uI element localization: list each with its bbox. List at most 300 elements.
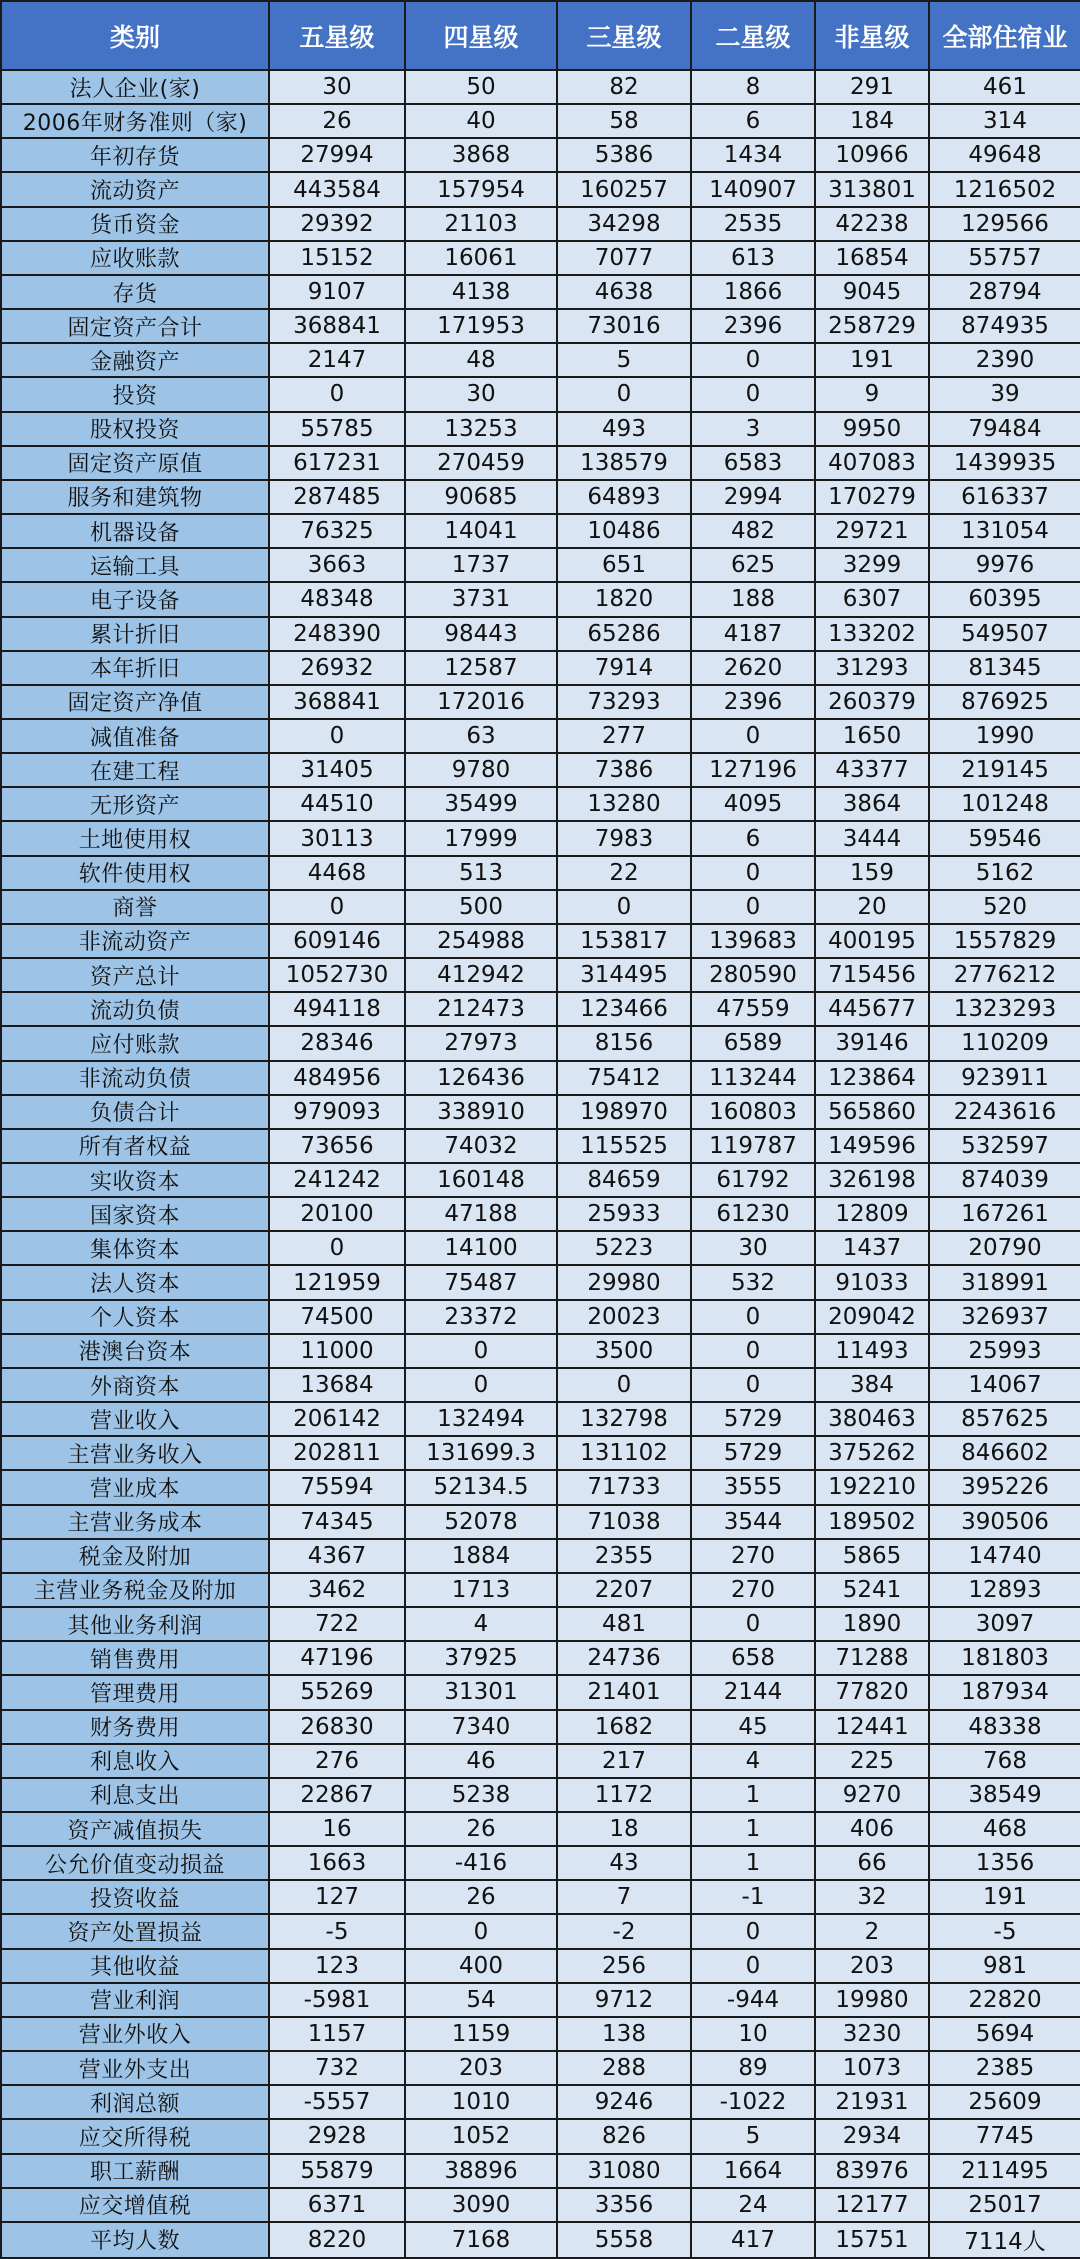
all-lodging-cell: 5162 [929,856,1080,890]
four-star-cell: 203 [405,2051,557,2085]
three-star-cell: 0 [557,1368,691,1402]
four-star-cell: 52134.5 [405,1470,557,1504]
three-star-cell: 71038 [557,1505,691,1539]
all-lodging-cell: 520 [929,890,1080,924]
table-row [1,1334,1080,1368]
three-star-cell: 132798 [557,1402,691,1436]
category-cell: 应收账款 [1,241,269,275]
all-lodging-cell: 14740 [929,1539,1080,1573]
non-star-cell: 3230 [815,2017,929,2051]
table-row [1,480,1080,514]
all-lodging-cell: 211495 [929,2154,1080,2188]
five-star-cell: 26932 [269,651,405,685]
five-star-cell: 368841 [269,685,405,719]
non-star-cell: 380463 [815,1402,929,1436]
non-star-cell: 6307 [815,582,929,616]
three-star-cell: 22 [557,856,691,890]
three-star-cell: 138579 [557,446,691,480]
five-star-cell: -5557 [269,2085,405,2119]
non-star-cell: 133202 [815,617,929,651]
header-non-star: 非星级 [815,1,929,70]
non-star-cell: 10966 [815,138,929,172]
three-star-cell: 43 [557,1846,691,1880]
four-star-cell: 23372 [405,1300,557,1334]
four-star-cell: 7340 [405,1710,557,1744]
five-star-cell: 55269 [269,1675,405,1709]
table-row [1,1949,1080,1983]
three-star-cell: 1172 [557,1778,691,1812]
four-star-cell: 412942 [405,958,557,992]
table-row [1,1846,1080,1880]
three-star-cell: 65286 [557,617,691,651]
four-star-cell: 38896 [405,2154,557,2188]
five-star-cell: 55879 [269,2154,405,2188]
three-star-cell: 4638 [557,275,691,309]
category-cell: 投资 [1,377,269,411]
all-lodging-cell: 390506 [929,1505,1080,1539]
four-star-cell: 254988 [405,924,557,958]
table-row [1,1744,1080,1778]
non-star-cell: 159 [815,856,929,890]
four-star-cell: 0 [405,1914,557,1948]
three-star-cell: 10486 [557,514,691,548]
all-lodging-cell: 846602 [929,1436,1080,1470]
four-star-cell: 46 [405,1744,557,1778]
category-cell: 港澳台资本 [1,1334,269,1368]
three-star-cell: 160257 [557,172,691,206]
five-star-cell: 29392 [269,207,405,241]
non-star-cell: 5241 [815,1573,929,1607]
category-cell: 货币资金 [1,207,269,241]
non-star-cell: 12177 [815,2188,929,2222]
four-star-cell: 5238 [405,1778,557,1812]
all-lodging-cell: 1216502 [929,172,1080,206]
non-star-cell: 209042 [815,1300,929,1334]
table-row [1,1265,1080,1299]
four-star-cell: 37925 [405,1641,557,1675]
three-star-cell: 481 [557,1607,691,1641]
five-star-cell: 732 [269,2051,405,2085]
table-row [1,207,1080,241]
three-star-cell: 826 [557,2119,691,2153]
table-row [1,821,1080,855]
table-row [1,856,1080,890]
all-lodging-cell: 59546 [929,821,1080,855]
two-star-cell: 532 [691,1265,815,1299]
table-row [1,1026,1080,1060]
category-cell: 无形资产 [1,787,269,821]
category-cell: 职工薪酬 [1,2154,269,2188]
non-star-cell: 19980 [815,1983,929,2017]
two-star-cell: 47559 [691,992,815,1026]
five-star-cell: 206142 [269,1402,405,1436]
non-star-cell: 375262 [815,1436,929,1470]
five-star-cell: 73656 [269,1129,405,1163]
table-row [1,172,1080,206]
four-star-cell: 54 [405,1983,557,2017]
table-row [1,651,1080,685]
all-lodging-cell: 923911 [929,1061,1080,1095]
five-star-cell: 722 [269,1607,405,1641]
two-star-cell: -1 [691,1880,815,1914]
all-lodging-cell: 1323293 [929,992,1080,1026]
two-star-cell: 3544 [691,1505,815,1539]
five-star-cell: 28346 [269,1026,405,1060]
header-category: 类别 [1,1,269,70]
all-lodging-cell: -5 [929,1914,1080,1948]
non-star-cell: 3864 [815,787,929,821]
two-star-cell: 0 [691,856,815,890]
table-row [1,1675,1080,1709]
all-lodging-cell: 616337 [929,480,1080,514]
five-star-cell: 4468 [269,856,405,890]
three-star-cell: 2355 [557,1539,691,1573]
all-lodging-cell: 314 [929,104,1080,138]
non-star-cell: 5865 [815,1539,929,1573]
all-lodging-cell: 219145 [929,753,1080,787]
four-star-cell: 9780 [405,753,557,787]
two-star-cell: 1866 [691,275,815,309]
non-star-cell: 71288 [815,1641,929,1675]
two-star-cell: 2994 [691,480,815,514]
table-body [1,70,1080,2258]
non-star-cell: 170279 [815,480,929,514]
five-star-cell: 484956 [269,1061,405,1095]
all-lodging-cell: 55757 [929,241,1080,275]
table-row [1,992,1080,1026]
three-star-cell: 73016 [557,309,691,343]
non-star-cell: 258729 [815,309,929,343]
two-star-cell: 270 [691,1573,815,1607]
category-cell: 营业成本 [1,1470,269,1504]
two-star-cell: 0 [691,1949,815,1983]
table-row [1,1914,1080,1948]
four-star-cell: 16061 [405,241,557,275]
table-row [1,1368,1080,1402]
all-lodging-cell: 7114人 [929,2222,1080,2258]
four-star-cell: 14041 [405,514,557,548]
four-star-cell: 4 [405,1607,557,1641]
two-star-cell: -944 [691,1983,815,2017]
two-star-cell: 0 [691,1368,815,1402]
two-star-cell: 2396 [691,685,815,719]
table-row [1,958,1080,992]
two-star-cell: 6 [691,104,815,138]
category-cell: 投资收益 [1,1880,269,1914]
category-cell: 法人资本 [1,1265,269,1299]
category-cell: 财务费用 [1,1710,269,1744]
three-star-cell: 24736 [557,1641,691,1675]
three-star-cell: 7983 [557,821,691,855]
five-star-cell: 123 [269,1949,405,1983]
category-cell: 固定资产合计 [1,309,269,343]
table-row [1,138,1080,172]
three-star-cell: 71733 [557,1470,691,1504]
two-star-cell: 1 [691,1778,815,1812]
non-star-cell: 291 [815,70,929,104]
four-star-cell: 50 [405,70,557,104]
all-lodging-cell: 7745 [929,2119,1080,2153]
five-star-cell: 494118 [269,992,405,1026]
all-lodging-cell: 874039 [929,1163,1080,1197]
two-star-cell: 0 [691,719,815,753]
non-star-cell: 203 [815,1949,929,1983]
three-star-cell: 256 [557,1949,691,1983]
non-star-cell: 32 [815,1880,929,1914]
non-star-cell: 1437 [815,1231,929,1265]
all-lodging-cell: 181803 [929,1641,1080,1675]
three-star-cell: 25933 [557,1197,691,1231]
non-star-cell: 16854 [815,241,929,275]
two-star-cell: 6 [691,821,815,855]
all-lodging-cell: 461 [929,70,1080,104]
non-star-cell: 445677 [815,992,929,1026]
four-star-cell: 338910 [405,1095,557,1129]
table-row [1,446,1080,480]
four-star-cell: 13253 [405,412,557,446]
two-star-cell: 8 [691,70,815,104]
category-cell: 主营业务收入 [1,1436,269,1470]
five-star-cell: 74500 [269,1300,405,1334]
three-star-cell: 21401 [557,1675,691,1709]
five-star-cell: 0 [269,1231,405,1265]
five-star-cell: 127 [269,1880,405,1914]
five-star-cell: 287485 [269,480,405,514]
five-star-cell: 6371 [269,2188,405,2222]
three-star-cell: 1682 [557,1710,691,1744]
category-cell: 税金及附加 [1,1539,269,1573]
three-star-cell: 493 [557,412,691,446]
table-row [1,343,1080,377]
two-star-cell: 5729 [691,1402,815,1436]
four-star-cell: 1884 [405,1539,557,1573]
all-lodging-cell: 2776212 [929,958,1080,992]
all-lodging-cell: 38549 [929,1778,1080,1812]
non-star-cell: 407083 [815,446,929,480]
five-star-cell: 3663 [269,548,405,582]
all-lodging-cell: 14067 [929,1368,1080,1402]
table-row [1,1300,1080,1334]
non-star-cell: 39146 [815,1026,929,1060]
category-cell: 金融资产 [1,343,269,377]
five-star-cell: 241242 [269,1163,405,1197]
three-star-cell: 5 [557,343,691,377]
non-star-cell: 20 [815,890,929,924]
table-row [1,719,1080,753]
all-lodging-cell: 22820 [929,1983,1080,2017]
non-star-cell: 9270 [815,1778,929,1812]
table-row [1,2085,1080,2119]
three-star-cell: 7386 [557,753,691,787]
two-star-cell: 5729 [691,1436,815,1470]
four-star-cell: 4138 [405,275,557,309]
two-star-cell: 4 [691,1744,815,1778]
four-star-cell: 52078 [405,1505,557,1539]
table-row [1,1539,1080,1573]
category-cell: 非流动资产 [1,924,269,958]
all-lodging-cell: 857625 [929,1402,1080,1436]
two-star-cell: 2396 [691,309,815,343]
all-lodging-cell: 9976 [929,548,1080,582]
four-star-cell: 132494 [405,1402,557,1436]
three-star-cell: 277 [557,719,691,753]
all-lodging-cell: 20790 [929,1231,1080,1265]
table-row [1,617,1080,651]
five-star-cell: 276 [269,1744,405,1778]
non-star-cell: 91033 [815,1265,929,1299]
five-star-cell: -5981 [269,1983,405,2017]
table-row [1,685,1080,719]
all-lodging-cell: 1557829 [929,924,1080,958]
four-star-cell: 17999 [405,821,557,855]
table-row [1,2222,1080,2258]
four-star-cell: 26 [405,1812,557,1846]
four-star-cell: 21103 [405,207,557,241]
five-star-cell: 443584 [269,172,405,206]
table-row [1,412,1080,446]
non-star-cell: 326198 [815,1163,929,1197]
five-star-cell: 31405 [269,753,405,787]
table-row [1,309,1080,343]
two-star-cell: 4187 [691,617,815,651]
header-all-lodging: 全部住宿业 [929,1,1080,70]
category-cell: 公允价值变动损益 [1,1846,269,1880]
non-star-cell: 3444 [815,821,929,855]
non-star-cell: 12809 [815,1197,929,1231]
two-star-cell: 658 [691,1641,815,1675]
category-cell: 营业外支出 [1,2051,269,2085]
four-star-cell: 75487 [405,1265,557,1299]
category-cell: 应交所得税 [1,2119,269,2153]
three-star-cell: 20023 [557,1300,691,1334]
three-star-cell: 9712 [557,1983,691,2017]
two-star-cell: 5 [691,2119,815,2153]
two-star-cell: 30 [691,1231,815,1265]
table-row [1,1470,1080,1504]
table-row [1,241,1080,275]
two-star-cell: 127196 [691,753,815,787]
two-star-cell: 482 [691,514,815,548]
category-cell: 年初存货 [1,138,269,172]
four-star-cell: 160148 [405,1163,557,1197]
two-star-cell: 1434 [691,138,815,172]
category-cell: 利息支出 [1,1778,269,1812]
table-row [1,104,1080,138]
header-row [1,1,1080,70]
table-row [1,1778,1080,1812]
all-lodging-cell: 79484 [929,412,1080,446]
five-star-cell: 1663 [269,1846,405,1880]
two-star-cell: 0 [691,1300,815,1334]
three-star-cell: 217 [557,1744,691,1778]
three-star-cell: 73293 [557,685,691,719]
table-row [1,2051,1080,2085]
non-star-cell: 3299 [815,548,929,582]
five-star-cell: 75594 [269,1470,405,1504]
category-cell: 资产总计 [1,958,269,992]
category-cell: 股权投资 [1,412,269,446]
five-star-cell: 4367 [269,1539,405,1573]
all-lodging-cell: 395226 [929,1470,1080,1504]
header-five-star: 五星级 [269,1,405,70]
category-cell: 利息收入 [1,1744,269,1778]
two-star-cell: 6583 [691,446,815,480]
five-star-cell: 368841 [269,309,405,343]
all-lodging-cell: 876925 [929,685,1080,719]
non-star-cell: 11493 [815,1334,929,1368]
five-star-cell: 1157 [269,2017,405,2051]
non-star-cell: 565860 [815,1095,929,1129]
five-star-cell: 2147 [269,343,405,377]
two-star-cell: 10 [691,2017,815,2051]
three-star-cell: 29980 [557,1265,691,1299]
five-star-cell: 609146 [269,924,405,958]
two-star-cell: 160803 [691,1095,815,1129]
non-star-cell: 83976 [815,2154,929,2188]
three-star-cell: 7077 [557,241,691,275]
category-cell: 营业利润 [1,1983,269,2017]
three-star-cell: 7 [557,1880,691,1914]
all-lodging-cell: 318991 [929,1265,1080,1299]
two-star-cell: 119787 [691,1129,815,1163]
three-star-cell: 75412 [557,1061,691,1095]
table-row [1,2188,1080,2222]
non-star-cell: 149596 [815,1129,929,1163]
four-star-cell: 0 [405,1334,557,1368]
five-star-cell: 13684 [269,1368,405,1402]
four-star-cell: 157954 [405,172,557,206]
table-row [1,787,1080,821]
non-star-cell: 123864 [815,1061,929,1095]
table-row [1,753,1080,787]
header-three-star: 三星级 [557,1,691,70]
two-star-cell: 45 [691,1710,815,1744]
all-lodging-cell: 1990 [929,719,1080,753]
category-cell: 所有者权益 [1,1129,269,1163]
three-star-cell: 288 [557,2051,691,2085]
category-cell: 应付账款 [1,1026,269,1060]
four-star-cell: 500 [405,890,557,924]
five-star-cell: 248390 [269,617,405,651]
all-lodging-cell: 549507 [929,617,1080,651]
non-star-cell: 9950 [815,412,929,446]
table-row [1,1436,1080,1470]
five-star-cell: 11000 [269,1334,405,1368]
table-row [1,377,1080,411]
non-star-cell: 400195 [815,924,929,958]
four-star-cell: 27973 [405,1026,557,1060]
three-star-cell: 138 [557,2017,691,2051]
four-star-cell: 0 [405,1368,557,1402]
four-star-cell: 212473 [405,992,557,1026]
five-star-cell: 8220 [269,2222,405,2258]
all-lodging-cell: 39 [929,377,1080,411]
five-star-cell: 30 [269,70,405,104]
five-star-cell: 26 [269,104,405,138]
three-star-cell: 651 [557,548,691,582]
category-cell: 软件使用权 [1,856,269,890]
non-star-cell: 1890 [815,1607,929,1641]
non-star-cell: 191 [815,343,929,377]
non-star-cell: 43377 [815,753,929,787]
two-star-cell: 270 [691,1539,815,1573]
two-star-cell: 0 [691,1607,815,1641]
four-star-cell: 3090 [405,2188,557,2222]
three-star-cell: 5386 [557,138,691,172]
non-star-cell: 1073 [815,2051,929,2085]
category-cell: 流动资产 [1,172,269,206]
non-star-cell: 15751 [815,2222,929,2258]
